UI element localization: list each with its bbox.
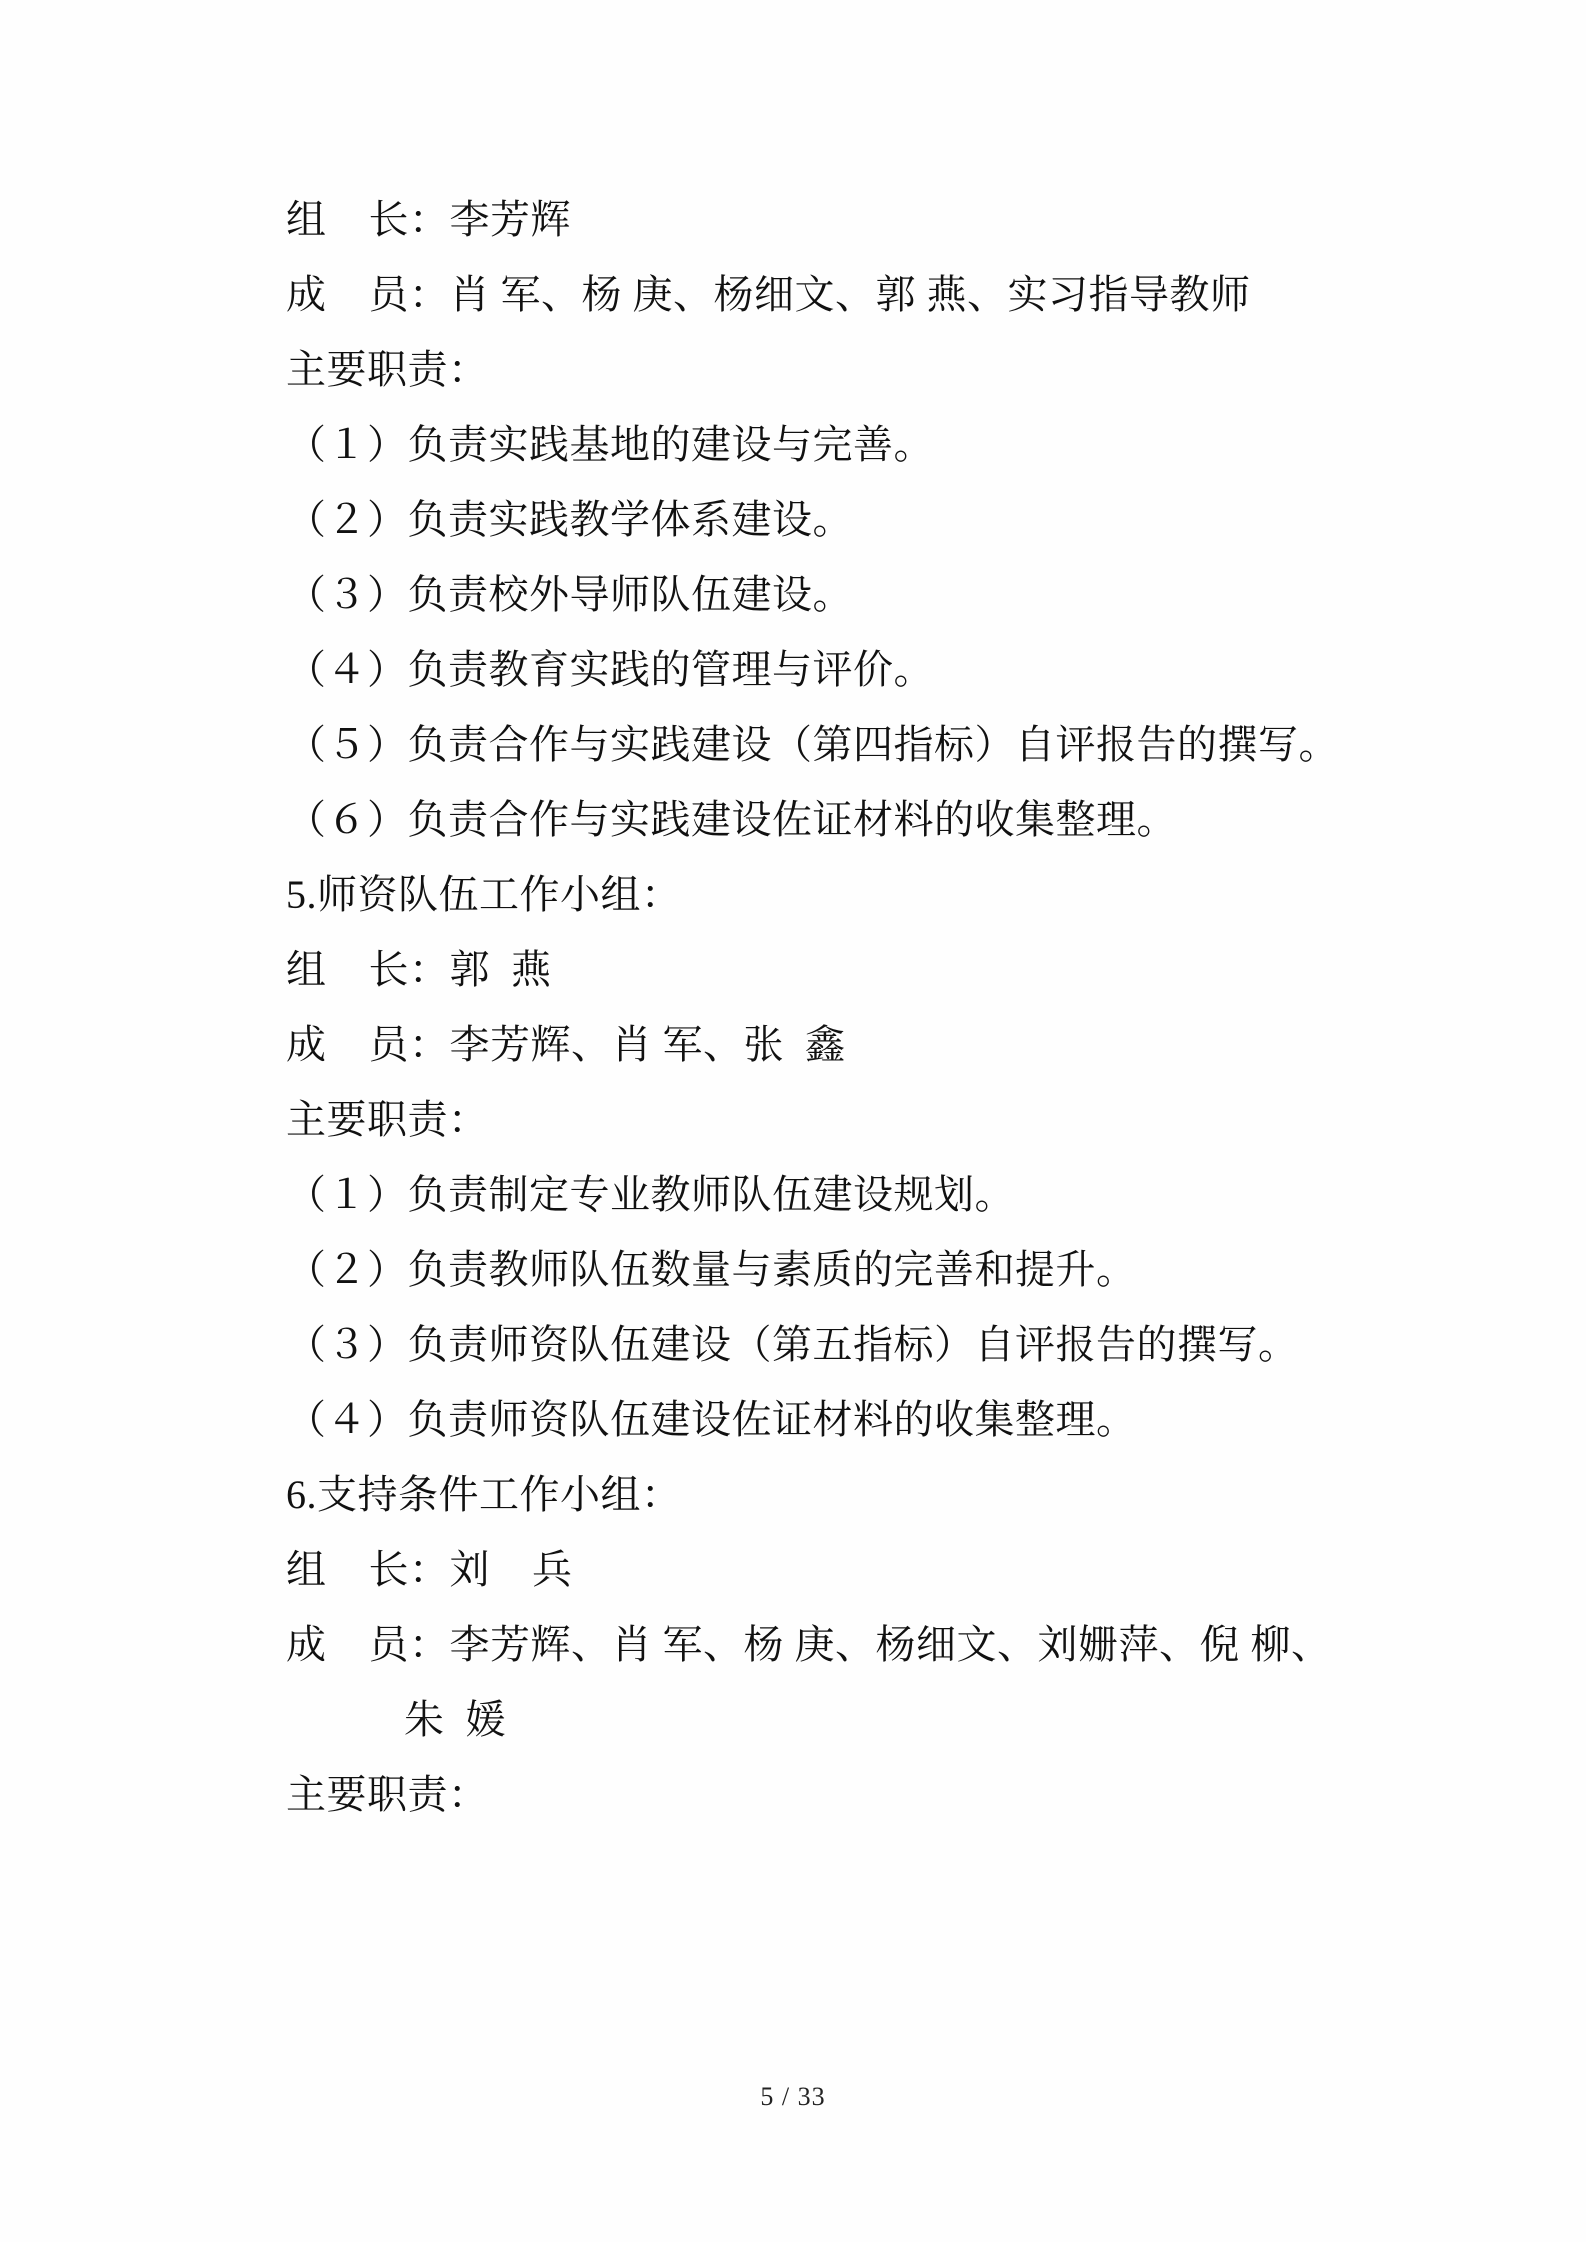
text-line: （４）负责师资队伍建设佐证材料的收集整理。 — [286, 1397, 1137, 1442]
text-line: （１）负责制定专业教师队伍建设规划。 — [286, 1172, 1015, 1217]
text-line: 主要职责： — [286, 1772, 489, 1817]
document-body — [286, 182, 1346, 1832]
text-line: （２）负责教师队伍数量与素质的完善和提升。 — [286, 1247, 1137, 1292]
text-line: （６）负责合作与实践建设佐证材料的收集整理。 — [286, 797, 1177, 842]
text-line: 成 员：李芳辉、肖 军、张 鑫 — [286, 1022, 846, 1067]
text-line: 主要职责： — [286, 1097, 489, 1142]
text-line: 组 长：郭 燕 — [286, 947, 552, 992]
text-line: （３）负责校外导师队伍建设。 — [286, 572, 853, 617]
text-line: 成 员：李芳辉、肖 军、杨 庚、杨细文、刘姗萍、倪 柳、 — [286, 1622, 1332, 1667]
text-line: 朱 媛 — [404, 1697, 506, 1742]
text-line: （５）负责合作与实践建设（第四指标）自评报告的撰写。 — [286, 722, 1339, 767]
text-line: 主要职责： — [286, 347, 489, 392]
text-line: 组 长：刘 兵 — [286, 1547, 573, 1592]
text-line: 成 员：肖 军、杨 庚、杨细文、郭 燕、实习指导教师 — [286, 272, 1251, 317]
page-number: 5 / 33 — [760, 2082, 826, 2111]
text-line: （２）负责实践教学体系建设。 — [286, 497, 853, 542]
text-line: （４）负责教育实践的管理与评价。 — [286, 647, 934, 692]
text-line: （３）负责师资队伍建设（第五指标）自评报告的撰写。 — [286, 1322, 1299, 1367]
section-heading: 5.师资队伍工作小组： — [286, 872, 682, 917]
text-line: （１）负责实践基地的建设与完善。 — [286, 422, 934, 467]
section-heading: 6.支持条件工作小组： — [286, 1472, 682, 1517]
text-line: 组 长：李芳辉 — [286, 197, 571, 242]
